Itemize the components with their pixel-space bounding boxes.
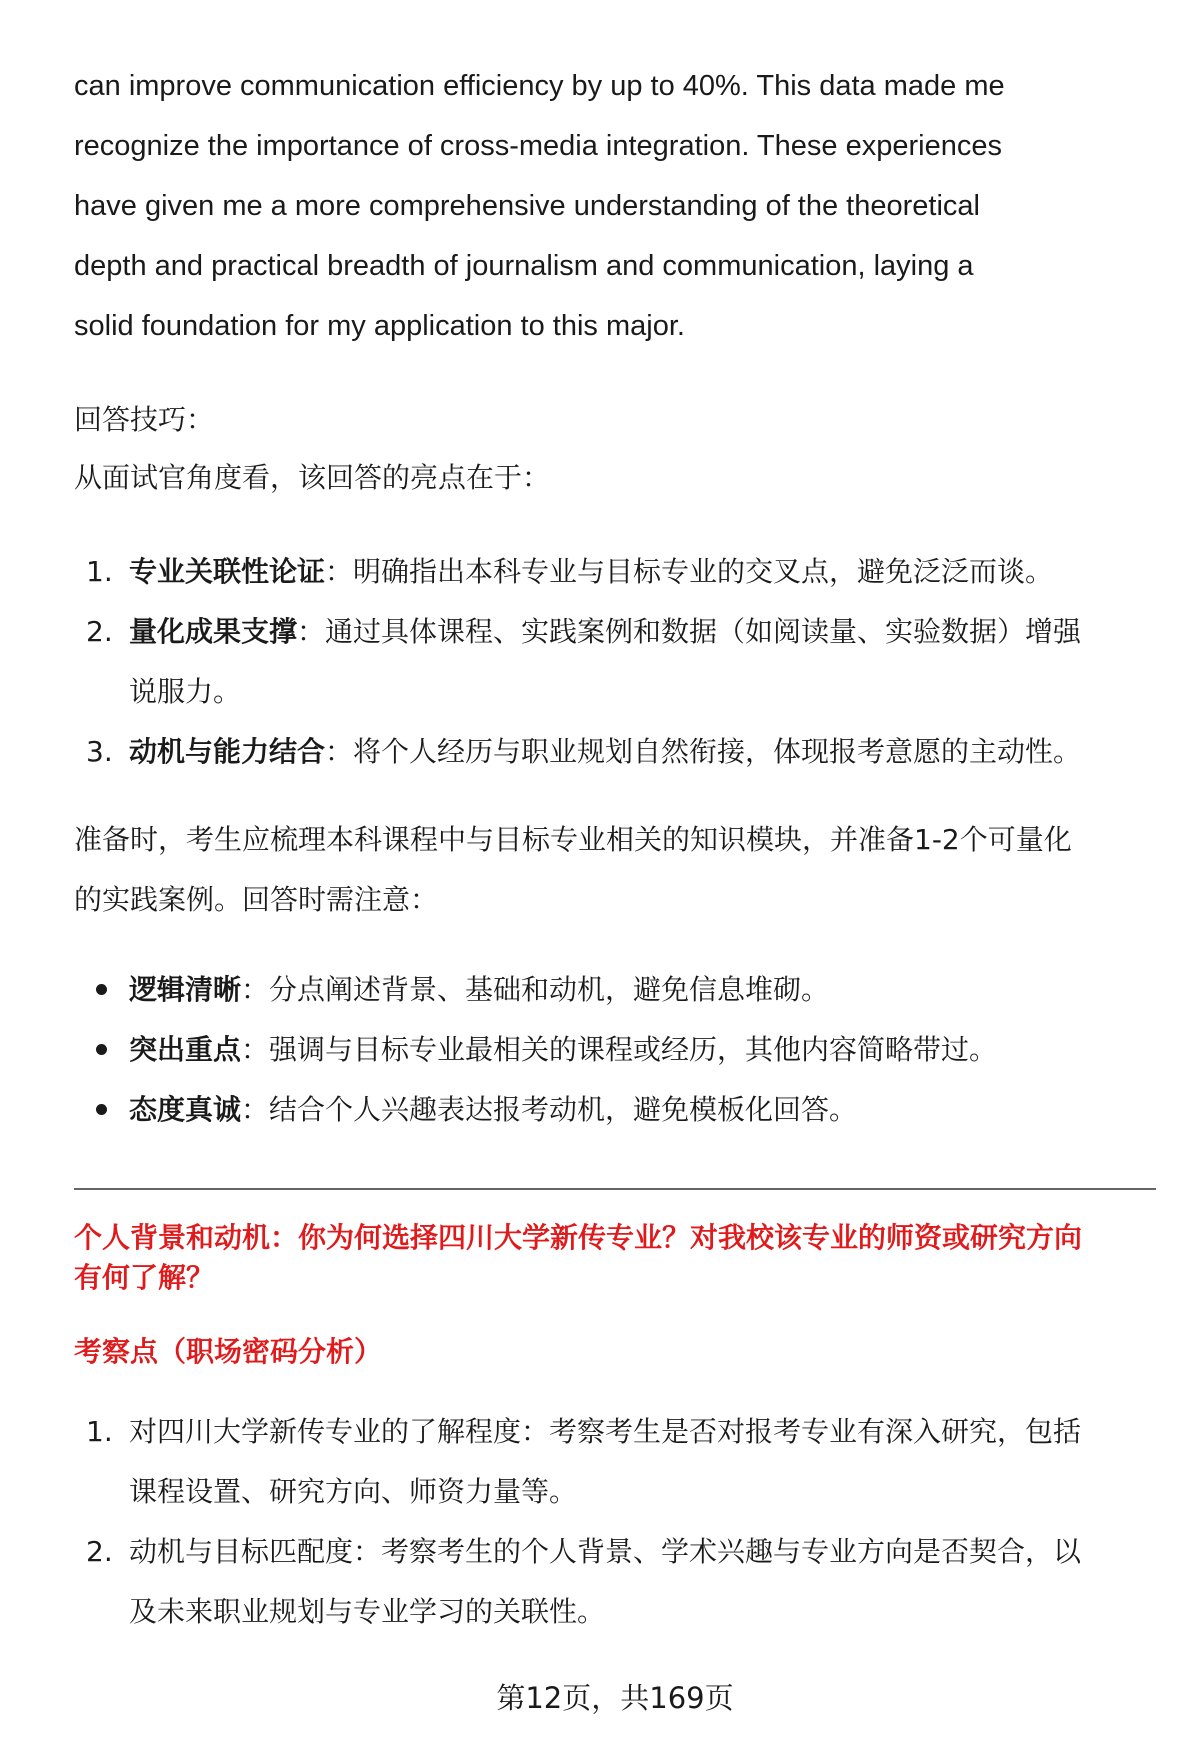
prep-paragraph [74, 810, 1156, 930]
highlight-title: 量化成果支撑 [129, 615, 298, 648]
list-number: 1. [86, 1415, 113, 1448]
list-number: 1. [86, 555, 113, 588]
intro-line: solid foundation for my application to this major. [74, 310, 685, 342]
note-text: ：结合个人兴趣表达报考动机，避免模板化回答。 [241, 1093, 858, 1126]
question-heading [74, 1218, 1156, 1298]
notes-list [74, 960, 1156, 1140]
note-title: 突出重点 [129, 1033, 242, 1066]
highlights-list [74, 542, 1156, 782]
question-heading-line: 个人背景和动机：你为何选择四川大学新传专业？对我校该专业的师资或研究方向 [74, 1221, 1083, 1254]
exam-points-heading: 考察点（职场密码分析） [74, 1335, 383, 1368]
highlight-text-continued: 说服力。 [129, 675, 242, 708]
prep-line: 的实践案例。回答时需注意： [74, 883, 439, 916]
note-text: ：分点阐述背景、基础和动机，避免信息堆砌。 [241, 973, 830, 1006]
intro-line: depth and practical breadth of journalism and communication, laying a [74, 250, 974, 282]
highlight-text: ：明确指出本科专业与目标专业的交叉点，避免泛泛而谈。 [325, 555, 1054, 588]
section-divider [74, 1188, 1156, 1190]
note-title: 逻辑清晰 [129, 973, 242, 1006]
highlight-text: ：将个人经历与职业规划自然衔接，体现报考意愿的主动性。 [325, 735, 1082, 768]
intro-line: recognize the importance of cross-media integration. These experiences [74, 130, 1002, 162]
list-item [74, 1020, 1156, 1080]
exam-point-text: 课程设置、研究方向、师资力量等。 [129, 1475, 578, 1508]
note-title: 态度真诚 [129, 1093, 242, 1126]
list-item [74, 1080, 1156, 1140]
prep-line: 准备时，考生应梳理本科课程中与目标专业相关的知识模块，并准备1-2个可量化 [74, 823, 1072, 856]
list-item [74, 722, 1156, 782]
list-item [74, 602, 1156, 722]
exam-points-list [74, 1402, 1156, 1642]
page-footer: 第12页，共169页 [496, 1681, 734, 1715]
tips-label: 回答技巧： [74, 403, 215, 436]
bullet-icon [96, 1104, 107, 1115]
exam-point-text: 及未来职业规划与专业学习的关联性。 [129, 1595, 606, 1628]
bullet-icon [96, 984, 107, 995]
highlight-title: 动机与能力结合 [129, 735, 326, 768]
list-item [74, 1402, 1156, 1522]
question-heading-line: 有何了解？ [74, 1261, 215, 1294]
exam-point-text: 对四川大学新传专业的了解程度：考察考生是否对报考专业有深入研究，包括 [129, 1415, 1082, 1448]
list-number: 2. [86, 1535, 113, 1568]
exam-point-text: 动机与目标匹配度：考察考生的个人背景、学术兴趣与专业方向是否契合，以 [129, 1535, 1082, 1568]
intro-paragraph [74, 56, 1156, 356]
bullet-icon [96, 1044, 107, 1055]
highlight-text: ：通过具体课程、实践案例和数据（如阅读量、实验数据）增强 [297, 615, 1082, 648]
document-page [74, 0, 1156, 1755]
highlight-title: 专业关联性论证 [129, 555, 326, 588]
intro-line: have given me a more comprehensive understanding of the theoretical [74, 190, 980, 222]
list-item [74, 1522, 1156, 1642]
list-number: 2. [86, 615, 113, 648]
tips-intro: 从面试官角度看，该回答的亮点在于： [74, 461, 551, 494]
list-number: 3. [86, 735, 113, 768]
intro-line: can improve communication efficiency by up to 40%. This data made me [74, 70, 1005, 102]
note-text: ：强调与目标专业最相关的课程或经历，其他内容简略带过。 [241, 1033, 998, 1066]
list-item [74, 542, 1156, 602]
list-item [74, 960, 1156, 1020]
